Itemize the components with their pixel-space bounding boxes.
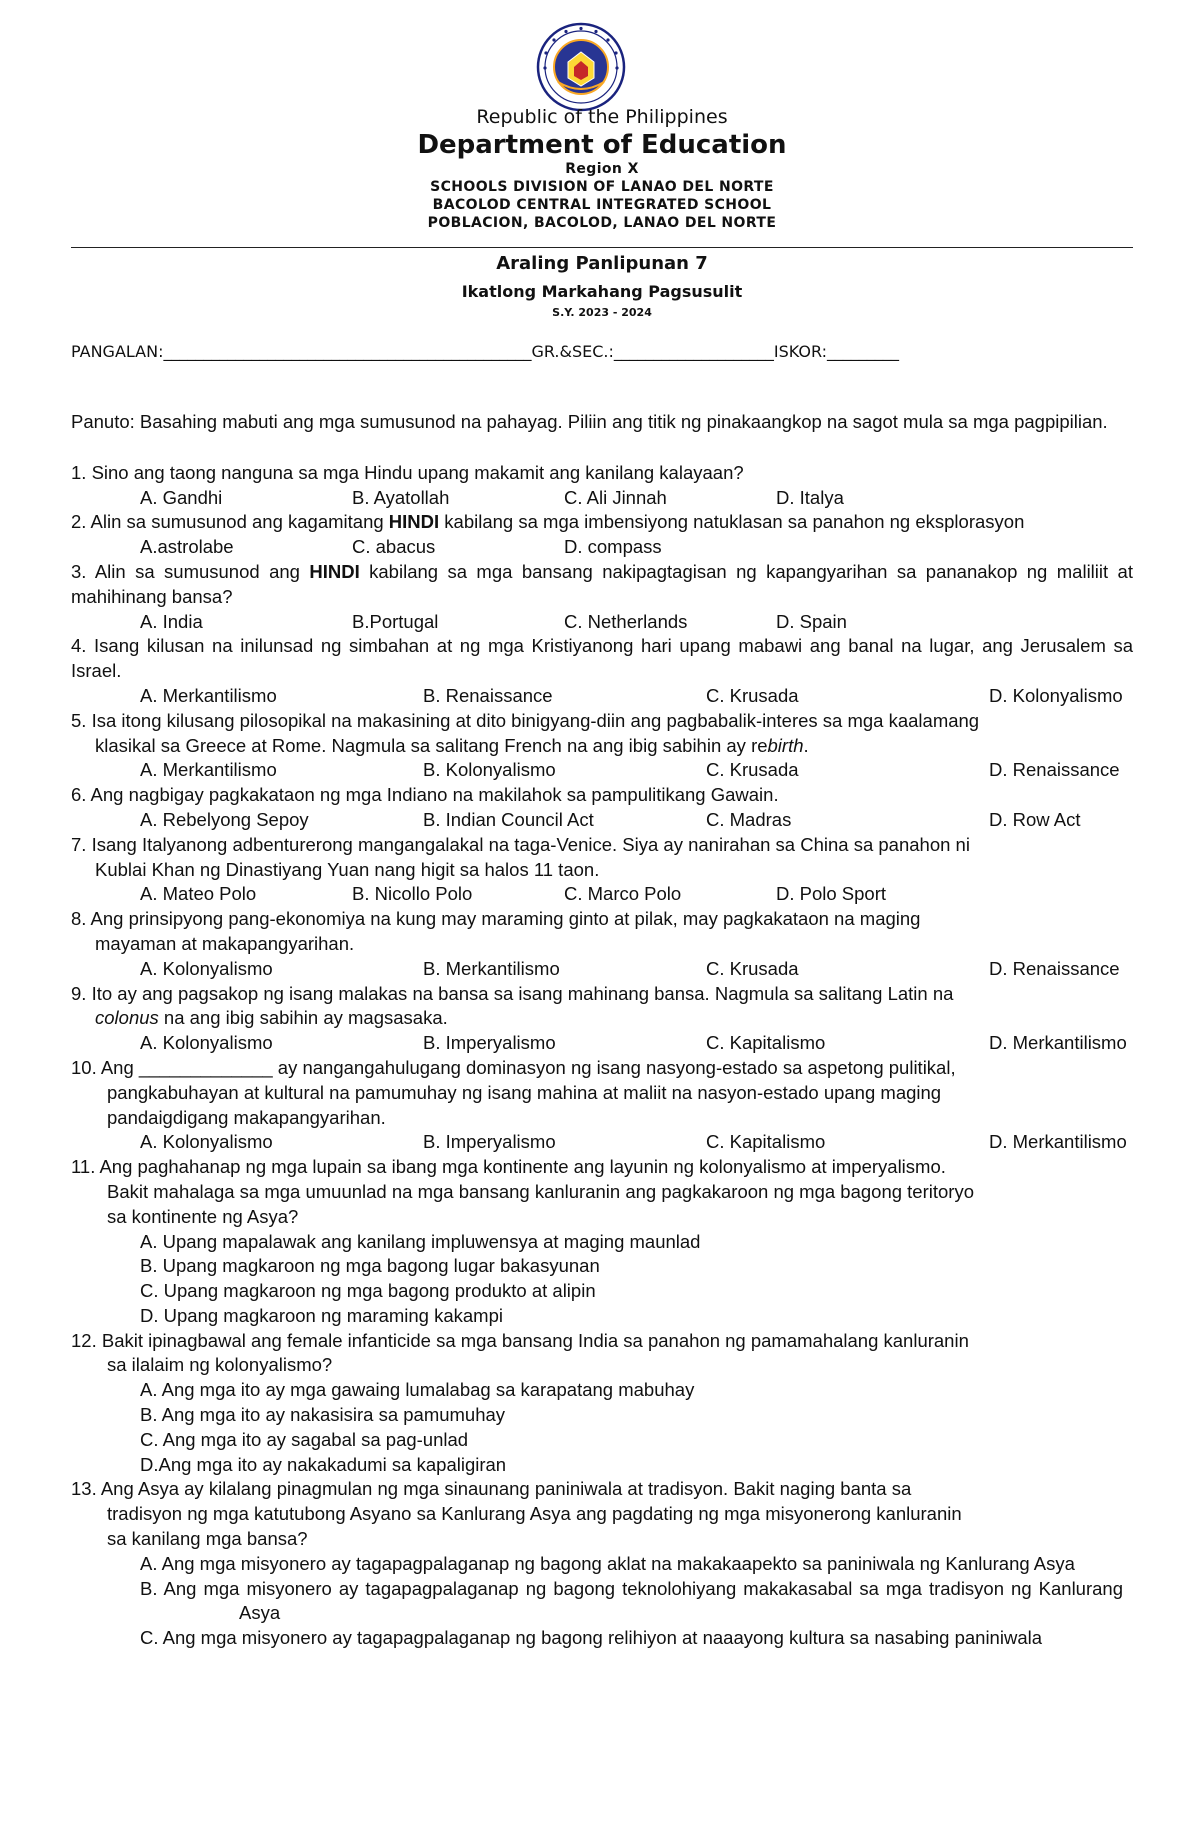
options [71,535,1133,560]
stem-text: kabilang sa mga bansang nakipagtagisan ng kapangyarihan sa pananakop ng maliliit at mahihinang bansa? [71,560,1133,607]
option-c[interactable]: C. Krusada [706,759,799,781]
option-a[interactable]: A. Merkantilismo [140,684,277,706]
question-stem-line-1: 11. Ang paghahanap ng mga lupain sa ibang mga kontinente ang layunin ng kolonyalismo at imperyalismo. [71,1156,946,1178]
option-c[interactable]: C. Netherlands [564,610,688,632]
option-c[interactable]: C. Kapitalismo [706,1131,826,1153]
options [71,610,1133,635]
question-stem-line-2: tradisyon ng mga katutubong Asyano sa Kanlurang Asya ang pagdating ng mga misyonerong kanluranin [107,1503,962,1525]
question-9 [71,982,1133,1056]
stem-text: na ang ibig sabihin ay magsasaka. [158,1007,448,1029]
option-c[interactable]: C. Ang mga ito ay sagabal sa pag-unlad [140,1428,469,1450]
option-a[interactable]: A. Kolonyalismo [140,957,273,979]
question-stem: 6. Ang nagbigay pagkakataon ng mga Indiano na makilahok sa pampulitikang Gawain. [71,784,779,806]
option-b[interactable]: B. Kolonyalismo [423,759,556,781]
options [71,1130,1133,1155]
question-stem-line-2: pangkabuhayan at kultural na pamumuhay ng isang mahina at maliit na nasyon-estado upang maging [107,1081,942,1103]
option-d[interactable]: D. Spain [776,610,847,632]
question-stem-line-3: sa kontinente ng Asya? [107,1205,299,1227]
option-a[interactable]: A. Ang mga misyonero ay tagapagpalaganap ng bagong aklat na makakaapekto sa paniniwala ng Kanlurang Asya [140,1552,1075,1574]
question-stem-line-2: Bakit mahalaga sa mga umuunlad na mga bansang kanluranin ang pagkakaroon ng mga bagong teritoryo [107,1180,974,1202]
question-stem: 1. Sino ang taong nanguna sa mga Hindu upang makamit ang kanilang kalayaan? [71,461,744,483]
question-2 [71,510,1133,560]
question-6 [71,783,1133,833]
question-stem-line-1: 12. Bakit ipinagbawal ang female infanticide sa mga bansang India sa panahon ng pamamahalang kanluranin [71,1329,969,1351]
exam-body [71,410,1133,1651]
option-a[interactable]: A.astrolabe [140,536,234,558]
republic-line: Republic of the Philippines [476,106,728,128]
option-c[interactable]: C. Krusada [706,684,799,706]
option-b[interactable]: B. Ang mga misyonero ay tagapagpalaganap ng bagong teknolohiyang makakasabal sa mga tradisyon ng Kanlurang Asya [140,1577,1123,1624]
option-d[interactable]: D. Row Act [989,808,1081,830]
stem-text: . [803,734,809,756]
options [71,882,1133,907]
option-c[interactable]: C. abacus [352,536,436,558]
question-stem-line-1: 10. Ang _____________ ay nangangahulugang dominasyon ng isang nasyong-estado sa aspetong pulitikal, [71,1056,956,1078]
option-d[interactable]: D. compass [564,536,662,558]
option-a[interactable]: A. Gandhi [140,486,223,508]
question-5 [71,709,1133,783]
option-c[interactable]: C. Ang mga misyonero ay tagapagpalaganap ng bagong relihiyon at naaayong kultura sa nasabing paniniwala [140,1627,1043,1649]
question-8 [71,907,1133,981]
options [71,808,1133,833]
division-line: SCHOOLS DIVISION OF LANAO DEL NORTE [430,179,774,195]
option-d[interactable]: D. Kolonyalismo [989,684,1123,706]
options [71,684,1133,709]
option-a[interactable]: A. Merkantilismo [140,759,277,781]
student-info-fields[interactable]: PANGALAN:______________________________________________GR.&SEC.:____________________ISKOR:_________ [71,342,899,361]
stem-text: klasikal sa Greece at Rome. Nagmula sa salitang French na ang ibig sabihin ay re [95,734,768,756]
option-b[interactable]: B. Renaissance [423,684,553,706]
option-b[interactable]: B. Upang magkaroon ng mga bagong lugar bakasyunan [140,1255,600,1277]
options [71,1031,1133,1056]
option-d[interactable]: D. Upang magkaroon ng maraming kakampi [140,1304,503,1326]
deped-seal-icon [536,22,626,112]
question-stem-line-3: sa kanilang mga bansa? [107,1528,308,1550]
option-c[interactable]: C. Krusada [706,957,799,979]
question-stem-line-1: 5. Isa itong kilusang pilosopikal na makasining at dito binigyang-diin ang pagbabalik-interes sa mga kaalamang [71,709,980,731]
question-stem-line-2: mayaman at makapangyarihan. [95,932,355,954]
header-divider [71,247,1133,248]
question-stem-line-1: 13. Ang Asya ay kilalang pinagmulan ng mga sinaunang paniniwala at tradisyon. Bakit naging banta sa [71,1478,912,1500]
option-a[interactable]: A. Ang mga ito ay mga gawaing lumalabag sa karapatang mabuhay [140,1379,695,1401]
stem-text: kabilang sa mga imbensiyong natuklasan sa panahon ng eksplorasyon [439,511,1025,533]
question-7 [71,833,1133,907]
option-a[interactable]: A. India [140,610,203,632]
question-stem-line-3: pandaigdigang makapangyarihan. [107,1106,386,1128]
question-stem [71,560,1133,610]
question-stem-line-2: Kublai Khan ng Dinastiyang Yuan nang higit sa halos 11 taon. [95,858,600,880]
option-a[interactable]: A. Kolonyalismo [140,1131,273,1153]
question-4 [71,634,1133,708]
option-c[interactable]: C. Kapitalismo [706,1032,826,1054]
option-d[interactable]: D.Ang mga ito ay nakakadumi sa kapaligiran [140,1453,507,1475]
option-b[interactable]: B. Imperyalismo [423,1032,556,1054]
option-b[interactable]: B. Indian Council Act [423,808,594,830]
question-10 [71,1056,1133,1155]
option-d[interactable]: D. Polo Sport [776,883,887,905]
option-c[interactable]: C. Upang magkaroon ng mga bagong produkto at alipin [140,1280,596,1302]
address-line: POBLACION, BACOLOD, LANAO DEL NORTE [427,215,777,231]
option-b[interactable]: B. Ang mga ito ay nakasisira sa pamumuhay [140,1404,506,1426]
question-13 [71,1477,1133,1651]
option-d[interactable]: D. Renaissance [989,957,1120,979]
question-stem [71,510,1133,535]
option-c[interactable]: C. Ali Jinnah [564,486,667,508]
question-11 [71,1155,1133,1329]
school-line: BACOLOD CENTRAL INTEGRATED SCHOOL [432,197,772,213]
options [71,486,1133,511]
options [71,1230,1133,1329]
option-a[interactable]: A. Rebelyong Sepoy [140,808,309,830]
stem-italic: colonus [95,1007,159,1029]
subject-title: Araling Panlipunan 7 [496,253,708,274]
option-d[interactable]: D. Merkantilismo [989,1032,1127,1054]
option-d[interactable]: D. Italya [776,486,844,508]
question-1 [71,461,1133,511]
region-line: Region X [565,161,639,177]
option-a[interactable]: A. Upang mapalawak ang kanilang impluwensya at maging maunlad [140,1230,701,1252]
question-stem-line-1: 9. Ito ay ang pagsakop ng isang malakas na bansa sa isang mahinang bansa. Nagmula sa salitang Latin na [71,982,954,1004]
stem-text: 2. Alin sa sumusunod ang kagamitang [71,511,389,533]
question-stem: 4. Isang kilusan na inilunsad ng simbahan at ng mga Kristiyanong hari upang mabawi ang banal na lugar, ang Jerusalem sa Israel. [71,635,1133,682]
stem-italic: birth [767,734,804,756]
question-stem-line-2 [71,1006,1133,1031]
options [71,1378,1133,1477]
stem-text: 3. Alin sa sumusunod ang [71,560,310,582]
option-d[interactable]: D. Renaissance [989,759,1120,781]
option-b[interactable]: B. Imperyalismo [423,1131,556,1153]
question-stem-line-2: sa ilalaim ng kolonyalismo? [107,1354,333,1376]
department-name: Department of Education [417,130,787,160]
option-a[interactable]: A. Kolonyalismo [140,1032,273,1054]
question-stem-line-1: 8. Ang prinsipyong pang-ekonomiya na kung may maraming ginto at pilak, may pagkakataon na maging [71,908,921,930]
question-12 [71,1329,1133,1478]
question-3 [71,560,1133,634]
school-year: S.Y. 2023 - 2024 [552,306,652,319]
options [71,957,1133,982]
options [71,758,1133,783]
option-d[interactable]: D. Merkantilismo [989,1131,1127,1153]
option-b[interactable]: B. Nicollo Polo [352,883,473,905]
instructions: Panuto: Basahing mabuti ang mga sumusunod na pahayag. Piliin ang titik ng pinakaangkop na sagot mula sa mga pagpipilian. [71,411,1108,432]
option-c[interactable]: C. Madras [706,808,792,830]
question-stem-line-1: 7. Isang Italyanong adbenturerong mangangalakal na taga-Venice. Siya ay nanirahan sa China sa panahon ni [71,833,970,855]
option-c[interactable]: C. Marco Polo [564,883,682,905]
question-stem-line-2 [71,734,1133,759]
option-b[interactable]: B. Merkantilismo [423,957,560,979]
option-b[interactable]: B. Ayatollah [352,486,450,508]
option-a[interactable]: A. Mateo Polo [140,883,257,905]
option-b[interactable]: B.Portugal [352,610,439,632]
exam-title: Ikatlong Markahang Pagsusulit [461,282,743,301]
stem-emphasis: HINDI [388,511,440,533]
stem-emphasis: HINDI [309,560,360,582]
